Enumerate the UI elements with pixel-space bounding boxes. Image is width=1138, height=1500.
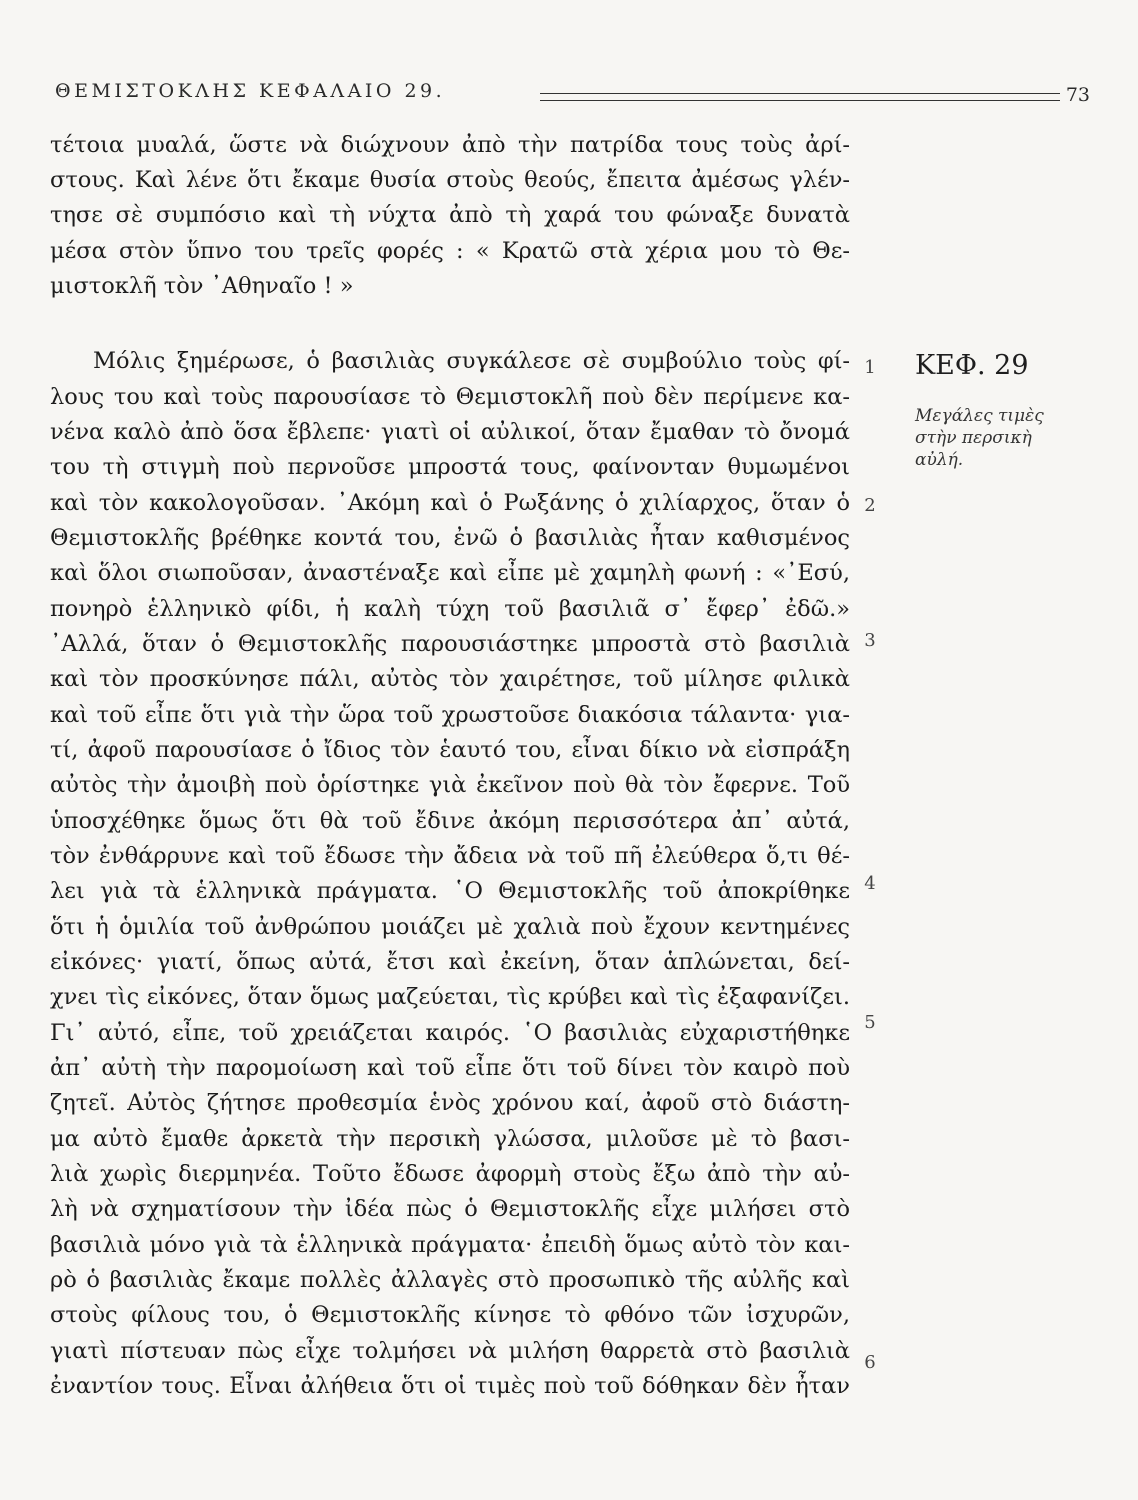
- text-line: λὴ νὰ σχηματίσουν τὴν ἰδέα πὼς ὁ Θεμιστοκλῆς εἶχε μιλήσει στὸ: [50, 1196, 850, 1222]
- text-line: νένα καλὸ ἀπὸ ὅσα ἔβλεπε· γιατὶ οἱ αὐλικοί, ὅταν ἔμαθαν τὸ ὄνομά: [50, 419, 850, 445]
- text-line: του τὴ στιγμὴ ποὺ περνοῦσε μπροστά τους, φαίνονταν θυμωμένοι: [50, 454, 850, 480]
- margin-note-line: Μεγάλες τιμὲς: [915, 406, 1044, 426]
- text-line: καὶ τὸν κακολογοῦσαν. ᾿Ακόμη καὶ ὁ Ρωξάνης ὁ χιλίαρχος, ὅταν ὁ: [50, 490, 850, 516]
- text-line: ρὸ ὁ βασιλιὰς ἔκαμε πολλὲς ἀλλαγὲς στὸ προσωπικὸ τῆς αὐλῆς καὶ: [50, 1267, 850, 1293]
- text-line: βασιλιὰ μόνο γιὰ τὰ ἑλληνικὰ πράγματα· ἐπειδὴ ὅμως αὐτὸ τὸν και-: [50, 1232, 850, 1258]
- section-number: 6: [864, 1352, 876, 1373]
- text-line: αὐτὸς τὴν ἀμοιβὴ ποὺ ὁρίστηκε γιὰ ἐκεῖνον ποὺ θὰ τὸν ἔφερνε. Τοῦ: [50, 772, 850, 798]
- section-number: 2: [864, 495, 876, 516]
- margin-note-line: αὐλή.: [915, 450, 964, 470]
- text-line: μέσα στὸν ὕπνο του τρεῖς φορές : « Κρατῶ στὰ χέρια μου τὸ Θε-: [50, 238, 850, 264]
- text-line: ἀπ᾿ αὐτὴ τὴν παρομοίωση καὶ τοῦ εἶπε ὅτι τοῦ δίνει τὸν καιρὸ ποὺ: [50, 1055, 850, 1081]
- text-line: καὶ τὸν προσκύνησε πάλι, αὐτὸς τὸν χαιρέτησε, τοῦ μίλησε φιλικὰ: [50, 666, 850, 692]
- text-line: πονηρὸ ἑλληνικὸ φίδι, ἡ καλὴ τύχη τοῦ βασιλιᾶ σ᾿ ἔφερ᾿ ἐδῶ.»: [50, 596, 850, 622]
- text-line: εἰκόνες· γιατί, ὅπως αὐτά, ἔτσι καὶ ἐκείνη, ὅταν ἁπλώνεται, δεί-: [50, 949, 850, 975]
- section-number: 5: [864, 1012, 876, 1033]
- section-number: 1: [864, 357, 876, 378]
- text-line: καὶ τοῦ εἶπε ὅτι γιὰ τὴν ὥρα τοῦ χρωστοῦσε διακόσια τάλαντα· για-: [50, 702, 850, 728]
- text-line: ὑποσχέθηκε ὅμως ὅτι θὰ τοῦ ἔδινε ἀκόμη περισσότερα ἀπ᾿ αὐτά,: [50, 808, 850, 834]
- text-line: λει γιὰ τὰ ἑλληνικὰ πράγματα. ῾Ο Θεμιστοκλῆς τοῦ ἀποκρίθηκε: [50, 878, 850, 904]
- text-line: ζητεῖ. Αὐτὸς ζήτησε προθεσμία ἑνὸς χρόνου καί, ἀφοῦ στὸ διάστη-: [50, 1090, 850, 1116]
- text-line: λιὰ χωρὶς διερμηνέα. Τοῦτο ἔδωσε ἀφορμὴ στοὺς ἔξω ἀπὸ τὴν αὐ-: [50, 1161, 850, 1187]
- text-line: γιατὶ πίστευαν πὼς εἶχε τολμήσει νὰ μιλήση θαρρετὰ στὸ βασιλιὰ: [50, 1338, 850, 1364]
- section-number: 4: [864, 873, 876, 894]
- header-rule: [540, 93, 1060, 101]
- text-line: Θεμιστοκλῆς βρέθηκε κοντά του, ἐνῶ ὁ βασιλιὰς ἦταν καθισμένος: [50, 525, 850, 551]
- text-line: λους του καὶ τοὺς παρουσίασε τὸ Θεμιστοκλῆ ποὺ δὲν περίμενε κα-: [50, 384, 850, 410]
- text-line: τέτοια μυαλά, ὥστε νὰ διώχνουν ἀπὸ τὴν πατρίδα τους τοὺς ἀρί-: [50, 132, 850, 158]
- running-head: [55, 80, 1090, 112]
- text-line: μιστοκλῆ τὸν ᾿Αθηναῖο ! »: [50, 273, 354, 299]
- paragraph-first-line: Μόλις ξημέρωσε, ὁ βασιλιὰς συγκάλεσε σὲ συμβούλιο τοὺς φί-: [93, 348, 850, 374]
- text-line: στοὺς φίλους του, ὁ Θεμιστοκλῆς κίνησε τὸ φθόνο τῶν ἰσχυρῶν,: [50, 1302, 850, 1328]
- text-line: τί, ἀφοῦ παρουσίασε ὁ ἴδιος τὸν ἑαυτό του, εἶναι δίκιο νὰ εἰσπράξη: [50, 737, 850, 763]
- margin-note-line: στὴν περσικὴ: [915, 428, 1032, 448]
- text-line: ἐναντίον τους. Εἶναι ἀλήθεια ὅτι οἱ τιμὲς ποὺ τοῦ δόθηκαν δὲν ἦταν: [50, 1373, 850, 1399]
- text-line: ᾿Αλλά, ὅταν ὁ Θεμιστοκλῆς παρουσιάστηκε μπροστὰ στὸ βασιλιὰ: [50, 631, 850, 657]
- text-line: ὅτι ἡ ὁμιλία τοῦ ἀνθρώπου μοιάζει μὲ χαλιὰ ποὺ ἔχουν κεντημένες: [50, 914, 850, 940]
- text-line: τὸν ἐνθάρρυνε καὶ τοῦ ἔδωσε τὴν ἄδεια νὰ τοῦ πῆ ἐλεύθερα ὅ,τι θέ-: [50, 843, 850, 869]
- text-line: στους. Καὶ λένε ὅτι ἔκαμε θυσία στοὺς θεούς, ἔπειτα ἀμέσως γλέν-: [50, 167, 850, 193]
- margin-note: [915, 405, 1125, 471]
- text-line: χνει τὶς εἰκόνες, ὅταν ὅμως μαζεύεται, τὶς κρύβει καὶ τὶς ἐξαφανίζει.: [50, 984, 850, 1010]
- text-line: καὶ ὅλοι σιωποῦσαν, ἀναστέναξε καὶ εἶπε μὲ χαμηλὴ φωνή : «᾿Εσύ,: [50, 560, 850, 586]
- running-head-title: ΘΕΜΙΣΤΟΚΛΗΣ ΚΕΦΑΛΑΙΟ 29.: [55, 80, 446, 102]
- margin-chapter-heading: ΚΕΦ. 29: [915, 350, 1029, 381]
- section-number: 3: [864, 630, 876, 651]
- text-line: Γι᾿ αὐτό, εἶπε, τοῦ χρειάζεται καιρός. ῾Ο βασιλιὰς εὐχαριστήθηκε: [50, 1020, 850, 1046]
- text-line: τησε σὲ συμπόσιο καὶ τὴ νύχτα ἀπὸ τὴ χαρά του φώναξε δυνατὰ: [50, 202, 850, 228]
- page-number: 73: [1065, 84, 1090, 106]
- text-line: μα αὐτὸ ἔμαθε ἀρκετὰ τὴν περσικὴ γλώσσα, μιλοῦσε μὲ τὸ βασι-: [50, 1126, 850, 1152]
